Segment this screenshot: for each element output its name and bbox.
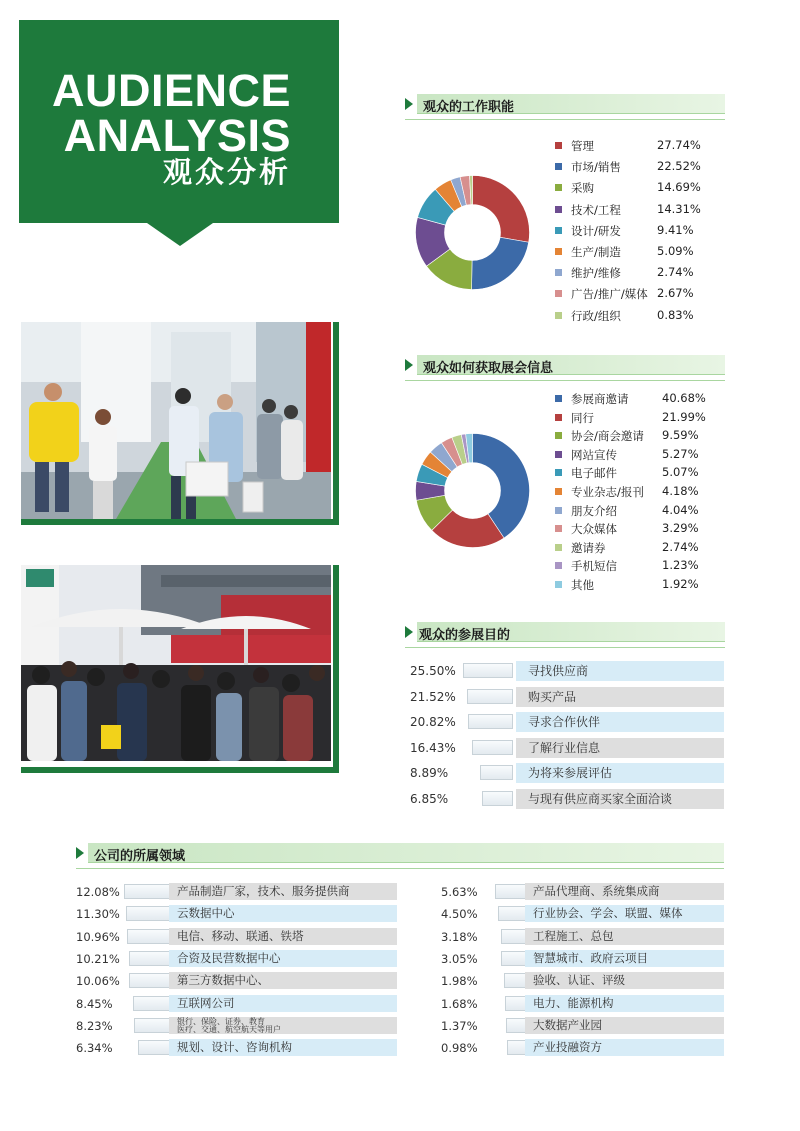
industry-percent: 1.68%	[441, 996, 478, 1011]
legend-item	[555, 558, 700, 574]
legend-item	[555, 286, 700, 302]
legend-percent: 2.74%	[662, 539, 699, 554]
purpose-percent: 6.85%	[410, 791, 449, 806]
purpose-label: 了解行业信息	[516, 738, 724, 758]
legend-label: 技术/工程	[571, 202, 621, 217]
industry-label: 合资及民营数据中心	[169, 950, 397, 967]
industry-bar	[133, 996, 172, 1011]
legend-percent: 3.29%	[662, 521, 699, 536]
legend-label: 其他	[571, 578, 594, 592]
industry-bar	[501, 929, 527, 944]
section-divider	[76, 868, 724, 869]
legend-label: 设计/研发	[571, 223, 621, 238]
legend-swatch	[555, 269, 562, 276]
industry-percent: 8.23%	[76, 1018, 113, 1033]
legend-item	[555, 428, 700, 444]
legend-item	[555, 202, 700, 218]
legend-label: 参展商邀请	[571, 392, 629, 406]
legend-label: 管理	[571, 139, 594, 153]
legend-label: 朋友介绍	[571, 503, 617, 518]
legend-item	[555, 244, 700, 260]
purpose-percent: 25.50%	[410, 664, 456, 678]
legend-percent: 27.74%	[657, 138, 701, 152]
industry-percent: 11.30%	[76, 907, 120, 922]
legend-swatch	[555, 525, 562, 532]
industry-percent: 1.98%	[441, 974, 478, 989]
legend-percent: 4.04%	[662, 502, 699, 517]
legend-label: 广告/推广/媒体	[571, 287, 648, 302]
purpose-label: 与现有供应商买家全面洽谈	[516, 789, 724, 809]
industry-bar	[495, 884, 527, 899]
legend-swatch	[555, 290, 562, 297]
industry-label: 云数据中心	[169, 905, 397, 922]
legend-percent: 9.41%	[657, 222, 694, 237]
legend-item	[555, 180, 700, 196]
banner-pointer	[147, 223, 213, 246]
section-divider	[405, 380, 725, 381]
industry-bar	[127, 929, 172, 944]
legend-item	[555, 503, 700, 519]
purpose-percent: 16.43%	[410, 740, 456, 755]
legend-label: 邀请券	[571, 540, 606, 555]
legend-job-function	[555, 138, 700, 328]
industry-label: 规划、设计、咨询机构	[169, 1039, 397, 1056]
donut-chart-info-source	[410, 428, 535, 553]
industry-label: 产品代理商、系统集成商	[525, 883, 724, 900]
legend-percent: 5.09%	[657, 244, 694, 258]
industry-item	[76, 1017, 397, 1034]
industry-percent: 10.21%	[76, 951, 120, 966]
legend-swatch	[555, 507, 562, 514]
industry-bar	[134, 1018, 172, 1033]
legend-percent: 9.59%	[662, 428, 699, 443]
legend-item	[555, 447, 700, 463]
industry-bar	[124, 884, 172, 899]
purpose-bar	[468, 714, 513, 729]
industry-item	[76, 905, 397, 922]
industry-label: 电力、能源机构	[525, 995, 724, 1012]
section-title-industry: 公司的所属领域	[94, 849, 186, 864]
industry-bar	[504, 973, 527, 988]
legend-swatch	[555, 142, 562, 149]
purpose-bar	[463, 663, 513, 678]
legend-info-source	[555, 391, 706, 592]
legend-label: 专业杂志/报刊	[571, 485, 644, 499]
section-title-job-function: 观众的工作职能	[423, 100, 515, 115]
legend-percent: 21.99%	[662, 409, 706, 424]
legend-percent: 4.18%	[662, 484, 699, 498]
purpose-item	[410, 661, 724, 681]
legend-percent: 14.31%	[657, 201, 701, 216]
industry-item	[441, 972, 724, 989]
industry-label: 智慧城市、政府云项目	[525, 950, 724, 967]
purpose-percent: 8.89%	[410, 766, 449, 780]
title-banner	[19, 20, 339, 223]
industry-percent: 3.05%	[441, 951, 478, 966]
industry-bar	[129, 973, 172, 988]
purpose-bar	[467, 689, 513, 704]
industry-label: 行业协会、学会、联盟、媒体	[525, 905, 724, 922]
legend-swatch	[555, 395, 562, 402]
industry-percent: 10.06%	[76, 974, 120, 989]
industry-label-line-2: 医疗、交通、航空航天等用户	[177, 1024, 281, 1034]
purpose-item	[410, 763, 724, 783]
legend-label: 维护/维修	[571, 266, 621, 281]
job-function-slice	[472, 237, 529, 289]
industry-bar	[506, 1018, 527, 1033]
industry-percent: 0.98%	[441, 1041, 478, 1056]
legend-percent: 2.74%	[657, 265, 694, 280]
job-function-slice	[473, 176, 530, 243]
legend-item	[555, 308, 700, 324]
industry-item	[441, 928, 724, 945]
legend-swatch	[555, 184, 562, 191]
legend-swatch	[555, 227, 562, 234]
industry-item	[441, 905, 724, 922]
legend-swatch	[555, 451, 562, 458]
industry-label: 大数据产业园	[525, 1017, 724, 1034]
industry-percent: 6.34%	[76, 1041, 113, 1056]
industry-item	[441, 1039, 724, 1056]
legend-item	[555, 577, 700, 593]
industry-bar	[505, 996, 527, 1011]
legend-item	[555, 138, 700, 154]
purpose-bar	[472, 740, 513, 755]
legend-percent: 5.07%	[662, 465, 699, 480]
legend-label: 行政/组织	[571, 308, 621, 323]
industry-percent: 3.18%	[441, 929, 478, 944]
legend-label: 同行	[571, 410, 594, 425]
industry-bar	[126, 906, 172, 921]
legend-label: 采购	[571, 181, 594, 196]
industry-label	[169, 1017, 397, 1034]
industry-bar	[501, 951, 527, 966]
industry-label: 工程施工、总包	[525, 928, 724, 945]
legend-percent: 14.69%	[657, 180, 701, 195]
industry-percent: 1.37%	[441, 1018, 478, 1033]
purpose-bar	[482, 791, 513, 806]
industry-item	[76, 950, 397, 967]
legend-item	[555, 223, 700, 239]
purpose-percent: 21.52%	[410, 689, 456, 704]
donut-chart-job-function	[410, 170, 535, 295]
purpose-item	[410, 789, 724, 809]
industry-item	[76, 928, 397, 945]
industry-percent: 12.08%	[76, 885, 120, 899]
industry-label: 产业投融资方	[525, 1039, 724, 1056]
legend-label: 生产/制造	[571, 245, 621, 259]
section-divider	[405, 119, 725, 120]
title-english-line-1: AUDIENCE	[51, 65, 291, 116]
industry-item	[76, 883, 397, 900]
legend-item	[555, 265, 700, 281]
legend-label: 电子邮件	[571, 466, 617, 481]
section-arrow-icon	[405, 359, 413, 371]
legend-label: 大众媒体	[571, 522, 617, 537]
legend-item	[555, 521, 700, 537]
section-arrow-icon	[76, 847, 84, 859]
industry-percent: 8.45%	[76, 996, 113, 1011]
industry-label-line-1: 银行、保险、证券、教育	[177, 1016, 265, 1026]
legend-swatch	[555, 581, 562, 588]
purpose-item	[410, 712, 724, 732]
industry-item	[441, 950, 724, 967]
industry-item	[441, 883, 724, 900]
purpose-percent: 20.82%	[410, 715, 456, 729]
legend-swatch	[555, 248, 562, 255]
legend-item	[555, 484, 700, 500]
legend-swatch	[555, 544, 562, 551]
section-title-info-source: 观众如何获取展会信息	[423, 361, 554, 376]
industry-label: 互联网公司	[169, 995, 397, 1012]
section-header-industry	[76, 840, 724, 866]
photo-exhibition-aisle	[21, 322, 331, 519]
legend-percent: 5.27%	[662, 446, 699, 461]
purpose-item	[410, 738, 724, 758]
purpose-bar	[480, 765, 513, 780]
legend-percent: 22.52%	[657, 159, 701, 174]
title-chinese: 观众分析	[162, 155, 291, 189]
purpose-label: 购买产品	[516, 687, 724, 707]
purpose-label: 寻找供应商	[516, 661, 724, 681]
industry-bar	[138, 1040, 172, 1055]
purpose-label: 为将来参展评估	[516, 763, 724, 783]
legend-label: 手机短信	[571, 559, 617, 574]
legend-item	[555, 159, 700, 175]
purpose-item	[410, 687, 724, 707]
industry-item	[441, 995, 724, 1012]
legend-item	[555, 540, 700, 556]
legend-swatch	[555, 312, 562, 319]
section-arrow-icon	[405, 626, 413, 638]
legend-percent: 2.67%	[657, 286, 694, 301]
legend-percent: 1.23%	[662, 558, 699, 573]
industry-label: 第三方数据中心、	[169, 972, 397, 989]
photo-entrance-crowd	[21, 565, 331, 761]
legend-percent: 40.68%	[662, 391, 706, 405]
legend-swatch	[555, 488, 562, 495]
section-divider	[405, 647, 725, 648]
legend-swatch	[555, 163, 562, 170]
industry-bar	[129, 951, 172, 966]
section-header-job-function	[405, 91, 725, 117]
industry-item	[76, 972, 397, 989]
legend-swatch	[555, 414, 562, 421]
purpose-label: 寻求合作伙伴	[516, 712, 724, 732]
industry-bar	[498, 906, 527, 921]
legend-label: 协会/商会邀请	[571, 429, 644, 444]
legend-item	[555, 409, 706, 426]
section-arrow-icon	[405, 98, 413, 110]
industry-label: 产品制造厂家，技术、服务提供商	[169, 883, 397, 900]
industry-percent: 5.63%	[441, 885, 478, 899]
industry-bar	[507, 1040, 527, 1055]
industry-label: 验收、认证、评级	[525, 972, 724, 989]
industry-label: 电信、移动、联通、铁塔	[169, 928, 397, 945]
industry-item	[441, 1017, 724, 1034]
legend-swatch	[555, 432, 562, 439]
legend-swatch	[555, 469, 562, 476]
section-title-visit-purpose: 观众的参展目的	[419, 628, 511, 643]
industry-item	[76, 995, 397, 1012]
legend-item	[555, 465, 700, 481]
legend-label: 市场/销售	[571, 160, 621, 175]
legend-label: 网站宣传	[571, 447, 617, 462]
legend-item	[555, 391, 706, 407]
industry-item	[76, 1039, 397, 1056]
industry-percent: 4.50%	[441, 907, 478, 922]
title-english-line-2: ANALYSIS	[63, 110, 291, 161]
legend-swatch	[555, 562, 562, 569]
legend-percent: 0.83%	[657, 307, 694, 322]
section-header-visit-purpose	[405, 619, 725, 645]
section-header-info-source	[405, 352, 725, 378]
legend-percent: 1.92%	[662, 577, 699, 591]
legend-swatch	[555, 206, 562, 213]
industry-percent: 10.96%	[76, 929, 120, 944]
